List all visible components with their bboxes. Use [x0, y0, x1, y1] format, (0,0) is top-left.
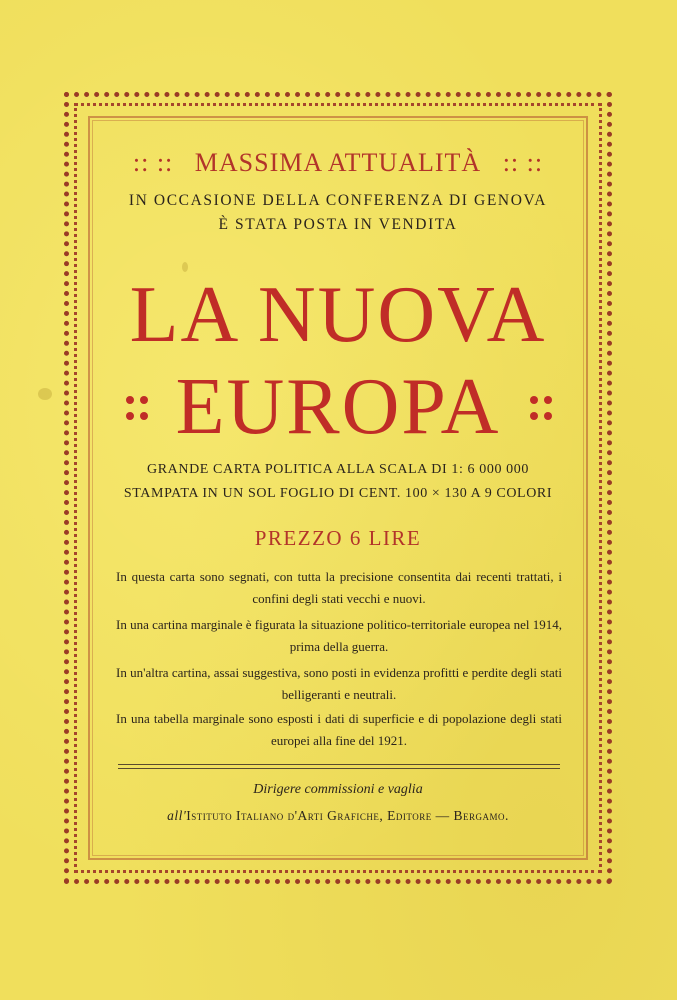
paper-stain: [38, 388, 52, 400]
spec-line-2: STAMPATA IN UN SOL FOGLIO DI CENT. 100 × 130 A 9 COLORI: [123, 486, 553, 501]
price: PREZZO 6 LIRE: [254, 526, 422, 550]
footer-publisher: [100, 808, 576, 824]
dots-ornament-right: [530, 396, 556, 422]
paragraph-1: In questa carta sono segnati, con tutta la precisione consentita dai recenti trattati, i confini degli stati vecchi e nuovi.: [116, 569, 562, 606]
dots-ornament-left: [126, 396, 152, 422]
spec-line-1: GRANDE CARTA POLITICA ALLA SCALA DI 1: 6 000 000: [147, 462, 529, 477]
divider-rule: [118, 764, 560, 765]
footer-publisher-name: Istituto Italiano d'Arti Grafiche, Editore — Bergamo.: [186, 808, 509, 823]
footer-instruction: Dirigere commissioni e vaglia: [253, 782, 423, 797]
headline-title: MASSIMA ATTUALITÀ: [194, 148, 482, 177]
subtitle-line-1: IN OCCASIONE DELLA CONFERENZA DI GENOVA: [128, 192, 548, 209]
footer-prefix: all': [167, 808, 187, 823]
main-title-line-1: LA NUOVA: [129, 271, 547, 359]
paragraph-2: In una cartina marginale è figurata la situazione politico-territoriale europea nel 1914, prima della guerra.: [116, 617, 562, 654]
divider-rule: [118, 768, 560, 769]
subtitle-line-2: È STATA POSTA IN VENDITA: [218, 216, 458, 233]
poster-content: [100, 130, 576, 850]
paragraph-4: In una tabella marginale sono esposti i dati di superficie e di popolazione degli stati europei alla fine del 1921.: [116, 711, 562, 748]
ornament-right: :: ::: [502, 148, 544, 177]
headline: [100, 148, 576, 178]
main-title-line-2: EUROPA: [175, 363, 501, 451]
paragraph-3: In un'altra cartina, assai suggestiva, sono posti in evidenza profitti e perdite degli stati belligeranti e neutrali.: [116, 665, 562, 702]
ornament-left: :: ::: [132, 148, 174, 177]
